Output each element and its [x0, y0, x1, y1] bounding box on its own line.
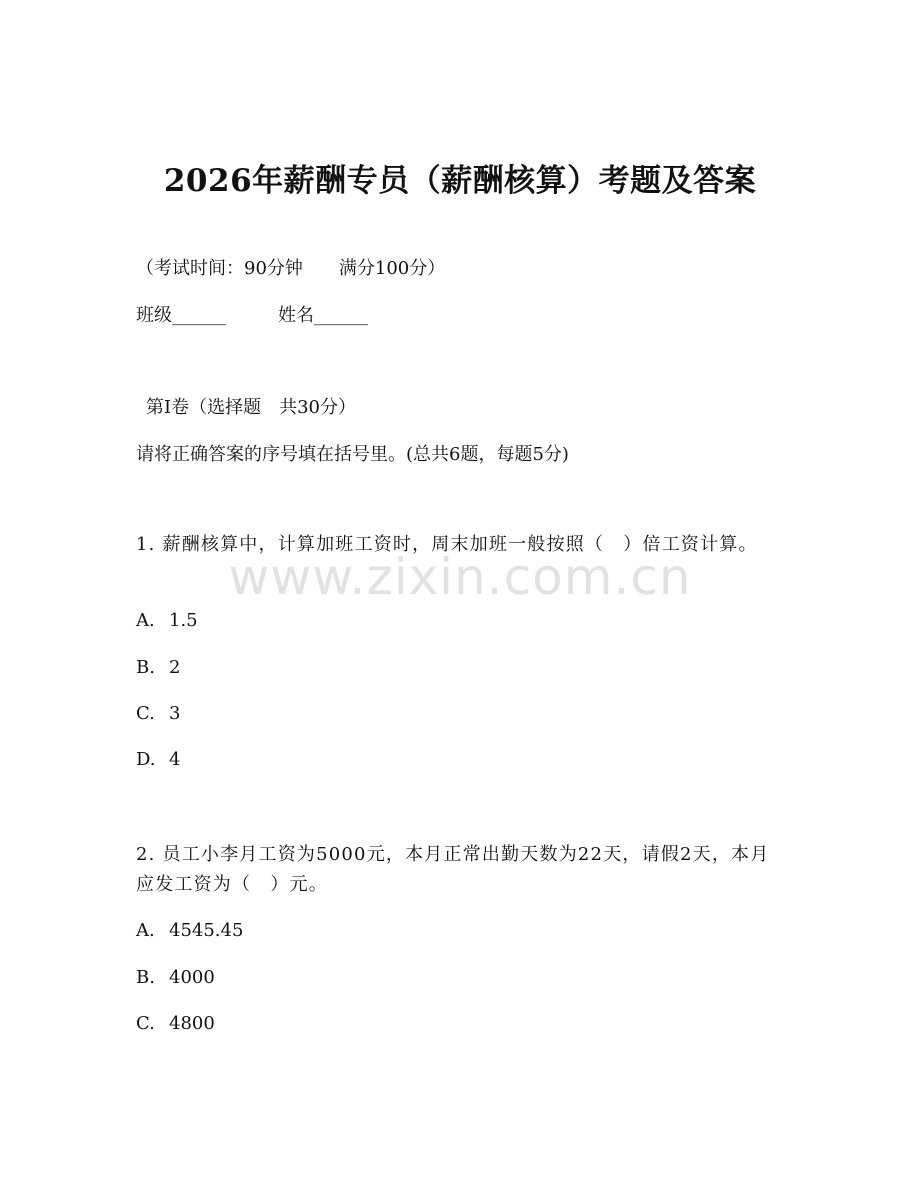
- option-value: 4000: [169, 967, 215, 988]
- instruction: 请将正确答案的序号填在括号里。(总共6题，每题5分): [136, 444, 569, 465]
- question-1-option-d: [136, 749, 180, 770]
- option-letter: B.: [136, 967, 155, 988]
- question-2-option-a: [136, 920, 243, 941]
- option-letter: A.: [136, 610, 155, 631]
- option-value: 3: [169, 703, 181, 724]
- option-value: 2: [169, 657, 181, 678]
- name-field: 姓名______: [278, 305, 368, 326]
- option-value: 4545.45: [169, 920, 244, 941]
- question-2-text: 2. 员工小李月工资为5000元，本月正常出勤天数为22天，请假2天，本月应发工资为（ ）元。: [136, 844, 770, 895]
- option-value: 1.5: [169, 610, 198, 631]
- exam-info: （考试时间：90分钟 满分100分）: [136, 258, 446, 279]
- question-2-option-b: [136, 967, 215, 988]
- question-2-option-c: [136, 1013, 215, 1034]
- watermark: www.zixin.com.cn: [228, 548, 692, 606]
- class-field: 班级______: [136, 305, 226, 326]
- option-letter: B.: [136, 657, 155, 678]
- option-letter: D.: [136, 749, 156, 770]
- question-1-option-a: [136, 610, 198, 631]
- section-title: 第I卷（选择题 共30分）: [146, 397, 357, 418]
- question-1-option-c: [136, 703, 180, 724]
- option-letter: A.: [136, 920, 155, 941]
- class-name-row: [136, 301, 368, 327]
- page-title: 2026年薪酬专员（薪酬核算）考题及答案: [163, 163, 757, 199]
- option-letter: C.: [136, 703, 155, 724]
- option-value: 4: [169, 749, 181, 770]
- question-1-text: 1. 薪酬核算中，计算加班工资时，周末加班一般按照（ ）倍工资计算。: [136, 534, 758, 555]
- option-value: 4800: [169, 1013, 215, 1034]
- option-letter: C.: [136, 1013, 155, 1034]
- question-1-option-b: [136, 657, 180, 678]
